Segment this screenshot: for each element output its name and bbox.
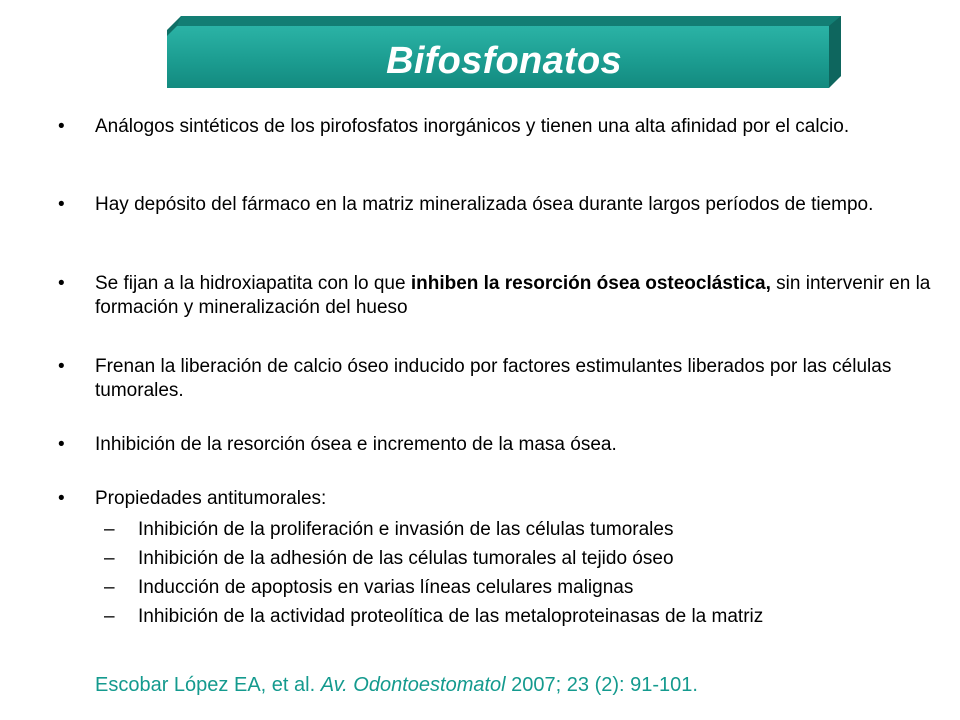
citation-journal: Av. Odontoestomatol (320, 674, 506, 696)
sub-bullet-dash: – (104, 519, 115, 540)
bullet-dot: • (58, 488, 65, 509)
bullet-dot: • (58, 273, 65, 294)
bullet-text: Análogos sintéticos de los pirofosfatos inorgánicos y tienen una alta afinidad por el calcio. (95, 116, 850, 137)
list-item (58, 115, 940, 139)
bullet-text-post: sin intervenir en la formación y mineralización del hueso (95, 273, 931, 318)
list-item (58, 272, 940, 320)
sub-bullet-text: Inhibición de la proliferación e invasión de las células tumorales (138, 519, 674, 540)
sub-bullet-text: Inhibición de la adhesión de las células tumorales al tejido óseo (138, 548, 674, 569)
list-item (58, 433, 940, 457)
sub-bullet-dash: – (104, 548, 115, 569)
bullet-dot: • (58, 194, 65, 215)
sub-list-item (104, 547, 938, 571)
sub-list-item (104, 605, 938, 629)
sub-list-item (104, 518, 938, 542)
sub-bullet-dash: – (104, 577, 115, 598)
bullet-dot: • (58, 434, 65, 455)
list-item (58, 193, 940, 217)
citation-authors: Escobar López EA, et al. (95, 674, 321, 696)
sub-bullet-text: Inhibición de la actividad proteolítica de las metaloproteinasas de la matriz (138, 606, 764, 627)
sub-bullet-text: Inducción de apoptosis en varias líneas celulares malignas (138, 577, 634, 598)
list-item (58, 355, 940, 403)
citation (95, 673, 698, 697)
page-title: Bifosfonatos (386, 39, 622, 82)
title-banner (167, 16, 841, 90)
bullet-text: Inhibición de la resorción ósea e incremento de la masa ósea. (95, 434, 617, 455)
bullet-text: Frenan la liberación de calcio óseo inducido por factores estimulantes liberados por las células tumorales. (95, 356, 892, 401)
citation-details: 2007; 23 (2): 91-101. (505, 674, 698, 696)
list-item (58, 487, 940, 511)
sub-bullet-dash: – (104, 606, 115, 627)
bullet-text-pre: Se fijan a la hidroxiapatita con lo que (95, 273, 411, 294)
bullet-text: Hay depósito del fármaco en la matriz mineralizada ósea durante largos períodos de tiempo. (95, 194, 874, 215)
bullet-text-bold: inhiben la resorción ósea osteoclástica, (410, 273, 771, 294)
bullet-dot: • (58, 356, 65, 377)
sub-list-item (104, 576, 938, 600)
bullet-dot: • (58, 116, 65, 137)
bullet-text: Propiedades antitumorales: (95, 488, 327, 509)
